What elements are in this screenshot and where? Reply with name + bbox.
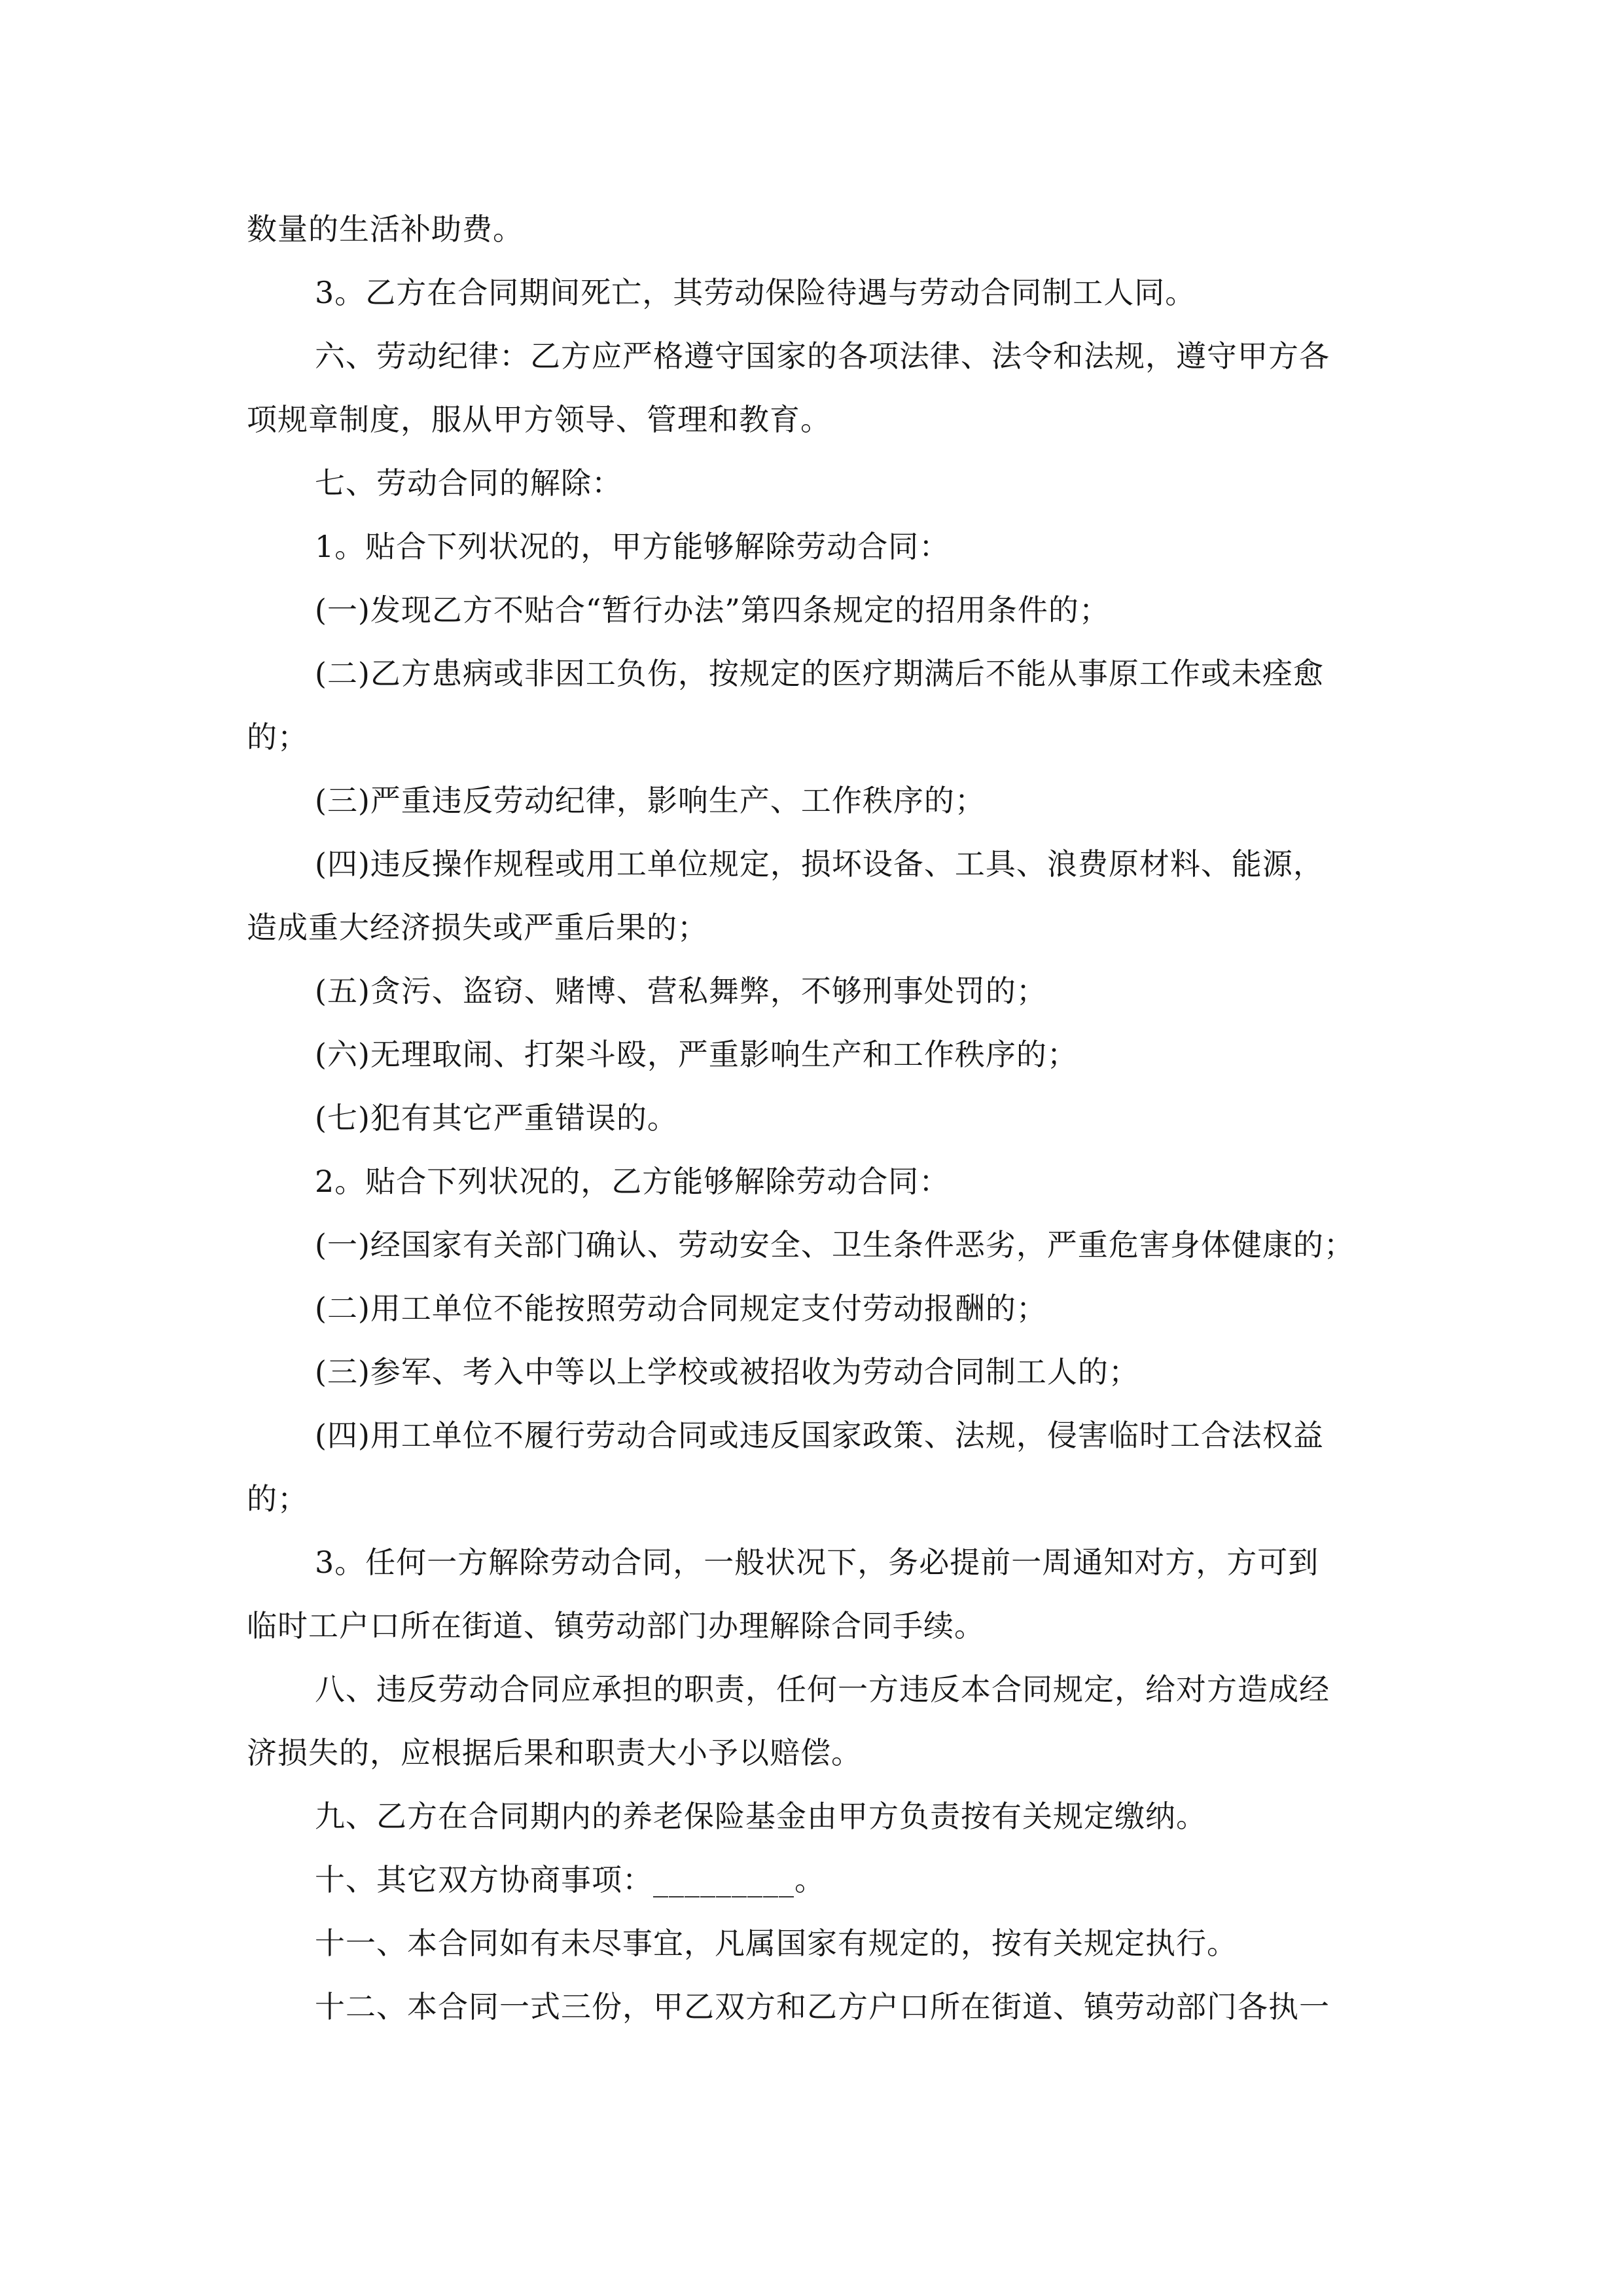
section-heading: 八、违反劳动合同应承担的职责，任何一方违反本合同规定，给对方造成经 <box>315 1672 1330 1707</box>
text-line: 3。任何一方解除劳动合同，一般状况下，务必提前一周通知对方，方可到 <box>315 1545 1319 1580</box>
section-heading: 十二、本合同一式三份，甲乙双方和乙方户口所在街道、镇劳动部门各执一 <box>315 1989 1330 2024</box>
text-line: 的； <box>247 1481 308 1516</box>
contract-text <box>247 198 1392 2039</box>
text-line: (一)经国家有关部门确认、劳动安全、卫生条件恶劣，严重危害身体健康的； <box>315 1227 1355 1263</box>
text-line: (四)违反操作规程或用工单位规定，损坏设备、工具、浪费原材料、能源， <box>315 846 1324 882</box>
text-line: (四)用工单位不履行劳动合同或违反国家政策、法规，侵害临时工合法权益 <box>315 1418 1324 1453</box>
section-heading: 九、乙方在合同期内的养老保险基金由甲方负责按有关规定缴纳。 <box>315 1799 1207 1834</box>
text-line: 数量的生活补助费。 <box>247 211 524 247</box>
text-line: 济损失的，应根据后果和职责大小予以赔偿。 <box>247 1735 862 1770</box>
text-line: (二)乙方患病或非因工负伤，按规定的医疗期满后不能从事原工作或未痊愈 <box>315 656 1324 691</box>
text-line: 造成重大经济损失或严重后果的； <box>247 910 708 945</box>
text-line: 六、劳动纪律：乙方应严格遵守国家的各项法律、法令和法规，遵守甲方各 <box>315 338 1330 374</box>
text-line: 1。贴合下列状况的，甲方能够解除劳动合同： <box>315 529 950 564</box>
text-line: 2。贴合下列状况的，乙方能够解除劳动合同： <box>315 1164 950 1199</box>
text-line: (二)用工单位不能按照劳动合同规定支付劳动报酬的； <box>315 1291 1047 1326</box>
section-heading: 七、劳动合同的解除： <box>315 465 622 501</box>
text-line: (一)发现乙方不贴合“暂行办法”第四条规定的招用条件的； <box>315 592 1110 628</box>
text-line: (六)无理取闹、打架斗殴，严重影响生产和工作秩序的； <box>315 1037 1078 1072</box>
text-line: 项规章制度，服从甲方领导、管理和教育。 <box>247 402 831 437</box>
section-heading: 十、其它双方协商事项：_________。 <box>315 1862 825 1897</box>
section-heading: 十一、本合同如有未尽事宜，凡属国家有规定的，按有关规定执行。 <box>315 1926 1238 1961</box>
text-line: (七)犯有其它严重错误的。 <box>315 1100 678 1136</box>
text-line: (五)贪污、盗窃、赌博、营私舞弊，不够刑事处罚的； <box>315 973 1047 1009</box>
text-line: (三)严重违反劳动纪律，影响生产、工作秩序的； <box>315 783 986 818</box>
text-line: 的； <box>247 719 308 755</box>
text-line: 3。乙方在合同期间死亡，其劳动保险待遇与劳动合同制工人同。 <box>315 275 1196 310</box>
text-line: (三)参军、考入中等以上学校或被招收为劳动合同制工人的； <box>315 1354 1139 1390</box>
text-line: 临时工户口所在街道、镇劳动部门办理解除合同手续。 <box>247 1608 985 1643</box>
